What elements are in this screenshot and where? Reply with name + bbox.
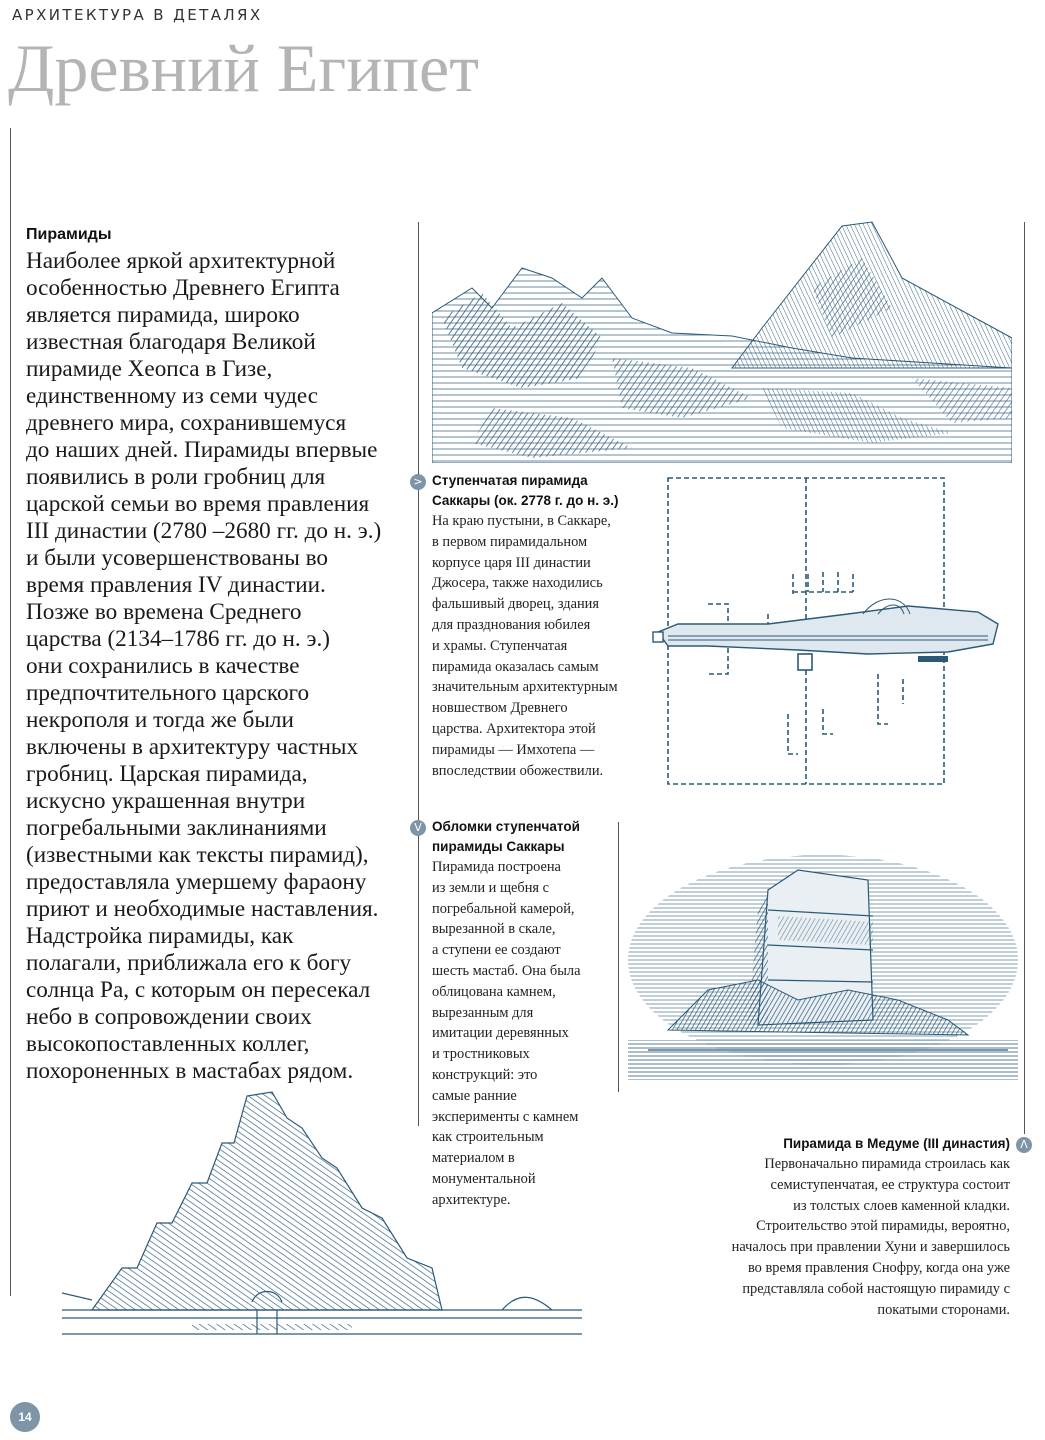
body-text-line: Позже во времена Среднего xyxy=(26,599,302,625)
ruins-caption-title: Обломки ступенчатой пирамиды Саккары xyxy=(432,819,580,854)
meidum-caption xyxy=(640,1134,1010,1320)
body-text-line: погребальными заклинаниями xyxy=(26,815,327,841)
caption-line: во время правления Снофру, когда она уже xyxy=(747,1259,1010,1276)
saqqara-caption-text xyxy=(432,511,647,781)
caption-line: в первом пирамидальном xyxy=(432,533,588,550)
body-text-line: является пирамида, широко xyxy=(26,302,300,328)
caption-line: Пирамида построена xyxy=(432,859,561,875)
body-text-line: известная благодаря Великой xyxy=(26,329,316,355)
caption-line: архитектуре. xyxy=(432,1191,511,1208)
body-text-line: полагали, приближала его к богу xyxy=(26,950,352,976)
meidum-landscape-illustration xyxy=(432,218,1012,463)
caption-line: из земли и щебня с xyxy=(432,879,550,896)
main-body-text xyxy=(26,248,406,1085)
body-text-line: приют и необходимые наставления. xyxy=(26,896,379,922)
caption-line: монументальной xyxy=(432,1170,536,1187)
caption-line: новшеством Древнего xyxy=(432,700,568,717)
body-text-line: единственному из семи чудес xyxy=(26,383,319,409)
caption-marker-up: Λ xyxy=(1016,1137,1032,1153)
body-text-line: (известными как тексты пирамид), xyxy=(26,842,369,868)
body-text-line: Надстройка пирамиды, как xyxy=(26,923,294,949)
section-heading: Пирамиды xyxy=(26,226,112,243)
caption-line: фальшивый дворец, здания xyxy=(432,596,599,613)
caption-line: Первоначально пирамида строилась как xyxy=(764,1156,1010,1172)
body-text-line: предпочтительного царского xyxy=(26,680,310,706)
body-text-line: похороненных в мастабах рядом. xyxy=(26,1058,354,1084)
caption-line: представляла собой настоящую пирамиду с xyxy=(742,1280,1010,1297)
body-text-line: время правления IV династии. xyxy=(26,572,326,598)
body-text-line: предоставляла умершему фараону xyxy=(26,869,367,895)
caption-line: началось при правлении Хуни и завершилось xyxy=(731,1239,1010,1256)
body-text-line: до наших дней. Пирамиды впервые xyxy=(26,437,378,463)
caption-line: из толстых слоев каменной кладки. xyxy=(793,1197,1010,1214)
caption-line: впоследствии обожествили. xyxy=(432,762,604,779)
body-text-line: особенностью Древнего Египта xyxy=(26,275,340,301)
caption-line: облицована камнем, xyxy=(432,983,556,1000)
page-title: Древний Египет xyxy=(8,30,479,106)
body-text-line: некрополя и тогда же были xyxy=(26,707,294,733)
caption-line: как строительным xyxy=(432,1129,544,1146)
saqqara-caption-title: Ступенчатая пирамида Саккары (ок. 2778 г. до н. э.) xyxy=(432,473,619,508)
series-title: АРХИТЕКТУРА В ДЕТАЛЯХ xyxy=(12,6,263,24)
body-text-line: появились в роли гробниц для xyxy=(26,464,326,490)
caption-line: материалом в xyxy=(432,1150,515,1167)
body-text-line: включены в архитектуру частных xyxy=(26,734,359,760)
body-text-line: пирамиде Хеопса в Гизе, xyxy=(26,356,273,382)
center-rule xyxy=(418,222,419,1126)
body-text-line: и были усовершенствованы во xyxy=(26,545,329,571)
caption-line: погребальной камерой, xyxy=(432,900,575,917)
body-text-line: небо в сопровождении своих xyxy=(26,1004,312,1030)
body-text-line: солнца Ра, с которым он пересекал xyxy=(26,977,371,1003)
ruins-caption-text xyxy=(432,857,622,1211)
caption-line: пирамиды — Имхотепа — xyxy=(432,741,595,758)
body-text-line: искусно украшенная внутри xyxy=(26,788,306,814)
caption-line: вырезанным для xyxy=(432,1004,534,1021)
caption-line: самые ранние xyxy=(432,1087,517,1104)
body-text-line: высокопоставленных коллег, xyxy=(26,1031,310,1057)
saqqara-caption xyxy=(432,471,647,781)
caption-line: царства. Архитектора этой xyxy=(432,720,596,737)
saqqara-plan-illustration xyxy=(648,474,1006,792)
caption-line: семиступенчатая, ее структура состоит xyxy=(770,1176,1010,1193)
caption-line: имитации деревянных xyxy=(432,1025,569,1042)
caption-marker-right: > xyxy=(410,474,426,490)
caption-line: и храмы. Ступенчатая xyxy=(432,637,568,654)
body-text-line: царства (2134–1786 гг. до н. э.) xyxy=(26,626,330,652)
caption-line: пирамида оказалась самым xyxy=(432,658,599,675)
caption-line: конструкций: это xyxy=(432,1066,538,1083)
body-text-line: они сохранились в качестве xyxy=(26,653,300,679)
caption-line: шесть мастаб. Она была xyxy=(432,962,581,979)
body-text-line: царской семьи во время правления xyxy=(26,491,370,517)
caption-line: На краю пустыни, в Саккаре, xyxy=(432,513,611,529)
caption-line: корпусе царя III династии xyxy=(432,554,591,571)
right-rule xyxy=(1024,222,1025,1134)
caption-line: для празднования юбилея xyxy=(432,616,591,633)
meidum-caption-text xyxy=(640,1154,1010,1320)
caption-line: а ступени ее создают xyxy=(432,942,561,959)
caption-line: вырезанной в скале, xyxy=(432,921,556,938)
ruins-caption xyxy=(432,817,622,1211)
caption-line: покатыми сторонами. xyxy=(877,1301,1010,1318)
saqqara-ruins-illustration xyxy=(628,850,1018,1080)
caption-line: Строительство этой пирамиды, вероятно, xyxy=(756,1218,1010,1235)
caption-line: и тростниковых xyxy=(432,1046,530,1063)
caption-line: значительным архитектурным xyxy=(432,679,618,696)
body-text-line: III династии (2780 –2680 гг. до н. э.) xyxy=(26,518,382,544)
page-number: 14 xyxy=(10,1402,40,1432)
body-text-line: древнего мира, сохранившемуся xyxy=(26,410,347,436)
caption-line: эксперименты с камнем xyxy=(432,1108,579,1125)
caption-line: Джосера, также находились xyxy=(432,575,603,592)
body-text-line: Наиболее яркой архитектурной xyxy=(26,248,336,274)
meidum-caption-title: Пирамида в Медуме (III династия) xyxy=(783,1136,1010,1151)
left-rule xyxy=(10,128,11,1296)
caption-marker-down: V xyxy=(410,820,426,836)
body-text-line: гробниц. Царская пирамида, xyxy=(26,761,308,787)
